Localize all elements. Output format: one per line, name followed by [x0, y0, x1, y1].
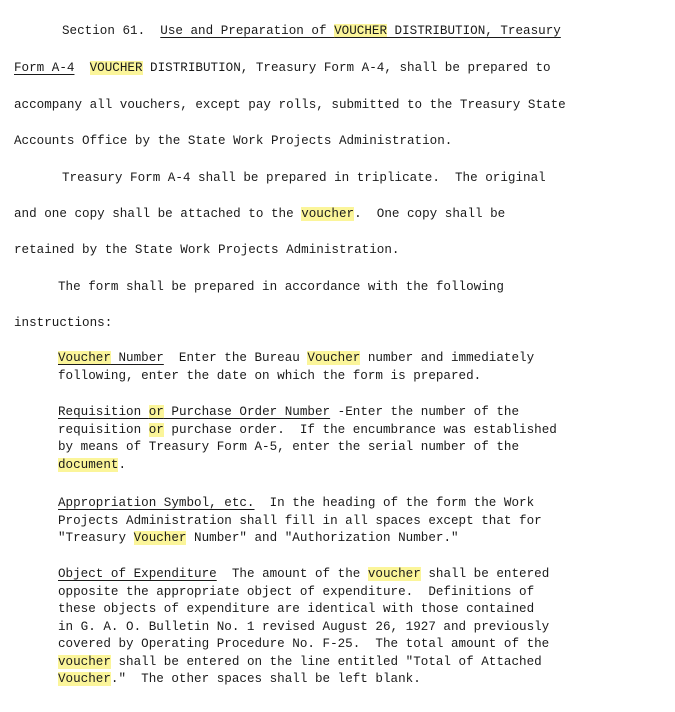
highlight-voucher: voucher — [58, 654, 111, 669]
section-number: Section 61. — [62, 24, 146, 38]
highlight-voucher: Voucher — [307, 351, 361, 365]
paragraph-3-line-1: The form shall be prepared in accordance with the following — [58, 280, 504, 294]
paragraph-1-line-3: Accounts Office by the State Work Projects Administration. — [14, 134, 453, 148]
highlight-voucher: VOUCHER — [89, 61, 143, 75]
section-title-end: Form A-4 — [14, 61, 75, 75]
instruction-voucher-number: Voucher Number Enter the Bureau Voucher number and immediately following, enter the date on which the form is prepared. — [58, 351, 535, 383]
instruction-object-of-expenditure: Object of Expenditure The amount of the voucher shall be entered opposite the appropriate object of expenditure. Definitions of these objects of expenditure are identical with those contained in G. A. O. Bulletin No. 1 revised August 26, 1927 and previously covered by Operating Procedure No. F-25. The total amount of the voucher shall be entered on the line entitled "Total of Attached Voucher." The other spaces shall be left blank. — [58, 567, 550, 686]
highlight-or: or — [148, 422, 164, 437]
paragraph-2-line-3: retained by the State Work Projects Administration. — [14, 243, 400, 257]
highlight-voucher: VOUCHER — [334, 24, 387, 38]
paragraph-3-line-2: instructions: — [14, 316, 113, 330]
instruction-requisition-number: Requisition or Purchase Order Number -Enter the number of the requisition or purchase order. If the encumbrance was established by means of Treasury Form A-5, enter the serial number of the document. — [58, 405, 557, 472]
section-title: Use and Preparation of VOUCHER DISTRIBUTION, Treasury — [160, 24, 561, 38]
highlight-voucher: Voucher — [58, 672, 111, 686]
highlight-voucher: Voucher — [58, 351, 111, 365]
instruction-heading: Appropriation Symbol, etc. — [58, 496, 255, 510]
paragraph-2-line-2: and one copy shall be attached to the voucher. One copy shall be — [14, 207, 506, 221]
instruction-heading: Requisition or Purchase Order Number — [58, 405, 331, 419]
paragraph-1-line-1: Form A-4 VOUCHER DISTRIBUTION, Treasury Form A-4, shall be prepared to — [14, 61, 551, 75]
section-heading — [62, 24, 561, 38]
paragraph-2-line-1: Treasury Form A-4 shall be prepared in triplicate. The original — [62, 171, 546, 185]
highlight-voucher: voucher — [367, 567, 421, 581]
highlight-voucher: voucher — [301, 207, 355, 221]
highlight-document: document — [58, 457, 119, 472]
instruction-heading: Voucher Number — [58, 351, 164, 365]
paragraph-1-line-2: accompany all vouchers, except pay rolls, submitted to the Treasury State — [14, 98, 566, 112]
highlight-or: or — [148, 405, 164, 419]
instruction-appropriation-symbol: Appropriation Symbol, etc. In the heading of the form the Work Projects Administration shall fill in all spaces except that for "Treasury Voucher Number" and "Authorization Number." — [58, 496, 542, 545]
instruction-heading: Object of Expenditure — [58, 567, 217, 581]
highlight-voucher: Voucher — [133, 531, 187, 545]
